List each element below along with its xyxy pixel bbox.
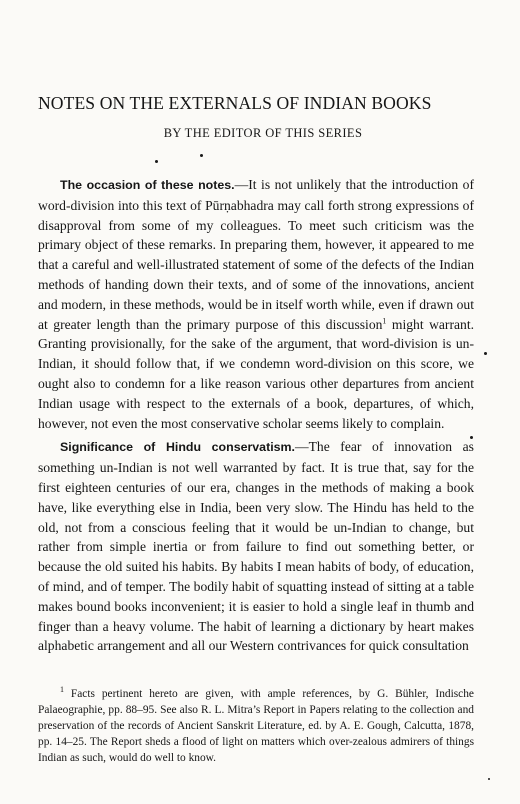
scan-speck xyxy=(488,778,490,780)
footnote-text: Facts pertinent hereto are given, with ample references, by G. Bühler, Indische Palaeographie, pp. 88–95. See also R. L. Mitra’s Report in Papers relating to the collection and preservation of the records of Ancient Sanskrit Literature, ed. by A. E. Gough, Calcutta, 1878, pp. 14–25. The Report sheds a flood of light on matters which over-zealous admirers of things Indian as such, would do well to know. xyxy=(38,688,474,764)
scan-speck xyxy=(470,436,473,439)
paragraph-text: might warrant. Granting provisionally, for the sake of the argument, that word-division is un-Indian, it should follow that, if we condemn word-division on this score, we ought also to condemn for a like reason various other departures from ancient Indian usage with respect to the externals of a book, departures, of which, however, not even the most conservative scholar seems likely to complain. xyxy=(38,316,474,431)
main-text xyxy=(38,175,474,656)
paragraph-text: —It is not unlikely that the introduction of word-division into this text of Pūrṇabhadra may call forth strong expressions of disapproval from some of my colleagues. To meet such criticism was the primary object of these remarks. In preparing them, however, it appeared to me that a careful and well-illustrated statement of some of the defects of the Indian methods of handing down their texts, and of some of the innovations, ancient and modern, in these methods, would be in itself worth while, even if drawn out at greater length than the primary purpose of this discussion xyxy=(38,177,474,332)
footnote-marker: 1 xyxy=(60,685,64,695)
footnote xyxy=(38,686,474,766)
footnote-reference: 1 xyxy=(382,316,387,326)
paragraph-occasion xyxy=(38,175,474,433)
scan-speck xyxy=(484,352,487,355)
scan-speck xyxy=(155,160,158,163)
page-subtitle: BY THE EDITOR OF THIS SERIES xyxy=(163,126,363,140)
side-heading-occasion: The occasion of these notes. xyxy=(60,178,235,192)
side-heading-conservatism: Significance of Hindu conservatism. xyxy=(60,440,295,455)
paragraph-conservatism xyxy=(38,437,474,656)
footnotes xyxy=(38,686,474,766)
paragraph-text: —The fear of innovation as something un-Indian is not well warranted by fact. It is true that, say for the first eighteen centuries of our era, changes in the methods of making a book have, like everything else in India, been very slow. The Hindu has held to the old, not from a conscious feeling that it would be un-Indian to change, but rather from simple inertia or from failure to find out something better, or because the old suited his habits. By habits I mean habits of body, of education, of mind, and of temper. The bodily habit of squatting instead of sitting at a table makes bound books inconvenient; it is easier to hold a single leaf in thumb and finger than a heavy volume. The habit of learning a dictionary by heart makes alphabetic arrangement and all our Western contrivances for quick consultation xyxy=(38,439,474,654)
scan-speck xyxy=(200,154,203,157)
page-title: NOTES ON THE EXTERNALS OF INDIAN BOOKS xyxy=(38,93,432,113)
